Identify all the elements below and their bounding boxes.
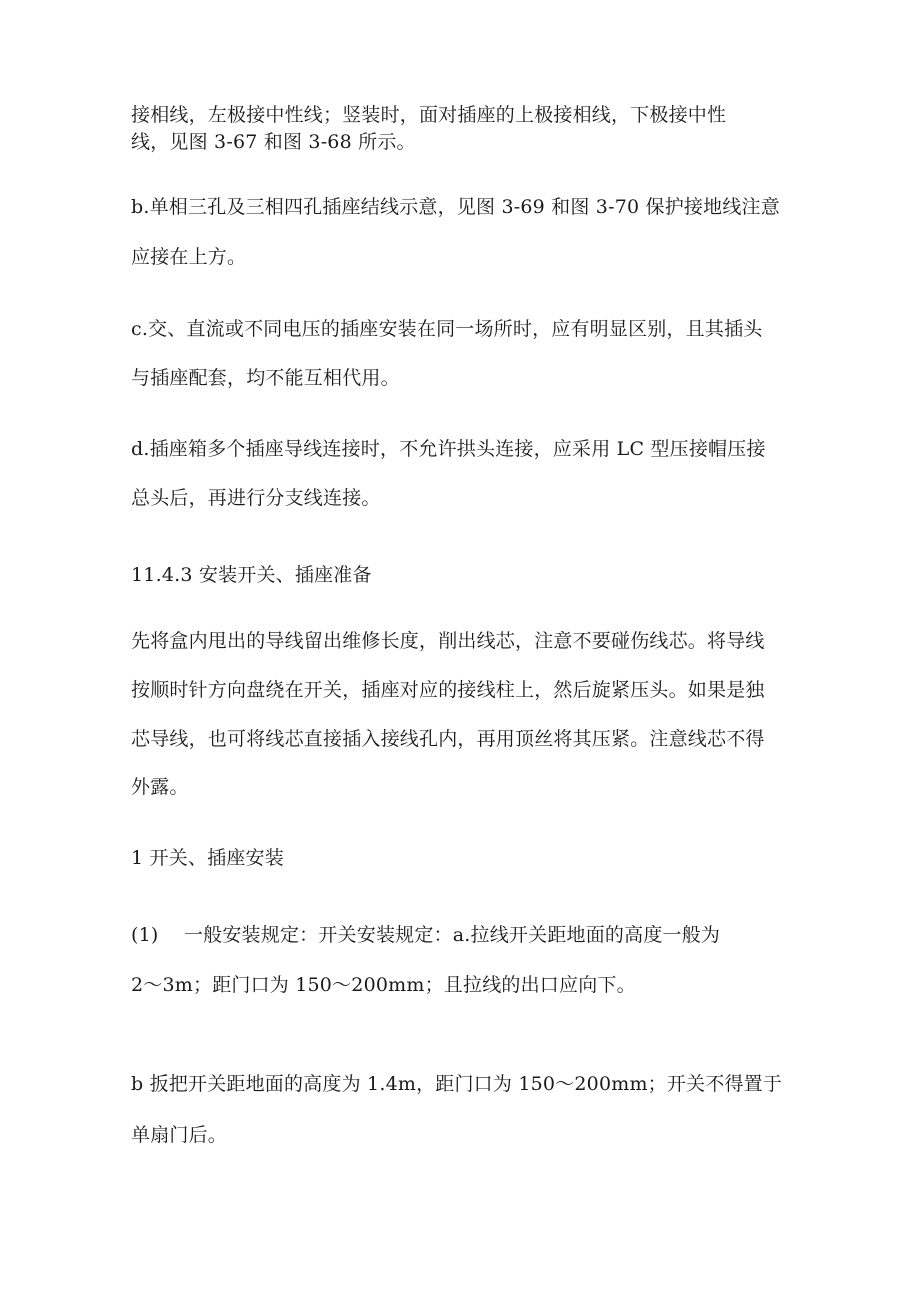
text-line-12: 芯导线，也可将线芯直接插入接线孔内，再用顶丝将其压紧。注意线芯不得 <box>131 728 765 750</box>
text-line-15: (1) 一般安装规定：开关安装规定：a.拉线开关距地面的高度一般为 <box>131 924 721 946</box>
text-line-8: 总头后，再进行分支线连接。 <box>131 487 381 509</box>
text-line-13: 外露。 <box>131 776 189 798</box>
text-line-18: 单扇门后。 <box>131 1124 228 1146</box>
section-heading-switch-socket-install: 1 开关、插座安装 <box>131 847 284 869</box>
text-line-11: 按顺时针方向盘绕在开关，插座对应的接线柱上，然后旋紧压头。如果是独 <box>131 679 765 701</box>
text-line-1: 接相线，左极接中性线；竖装时，面对插座的上极接相线，下极接中性 <box>131 104 727 126</box>
text-line-16: 2～3m；距门口为 150～200mm；且拉线的出口应向下。 <box>131 974 636 996</box>
text-line-3: b.单相三孔及三相四孔插座结线示意，见图 3-69 和图 3-70 保护接地线注意 <box>131 196 780 218</box>
text-line-7: d.插座箱多个插座导线连接时，不允许拱头连接，应采用 LC 型压接帽压接 <box>131 438 766 460</box>
text-line-2: 线，见图 3-67 和图 3-68 所示。 <box>131 131 416 153</box>
text-line-5: c.交、直流或不同电压的插座安装在同一场所时，应有明显区别，且其插头 <box>131 318 763 340</box>
text-line-4: 应接在上方。 <box>131 246 247 268</box>
text-line-17: b 扳把开关距地面的高度为 1.4m，距门口为 150～200mm；开关不得置于 <box>131 1073 783 1095</box>
text-line-10: 先将盒内甩出的导线留出维修长度，削出线芯，注意不要碰伤线芯。将导线 <box>131 630 765 652</box>
section-heading-11-4-3: 11.4.3 安装开关、插座准备 <box>131 564 372 586</box>
text-line-6: 与插座配套，均不能互相代用。 <box>131 367 400 389</box>
